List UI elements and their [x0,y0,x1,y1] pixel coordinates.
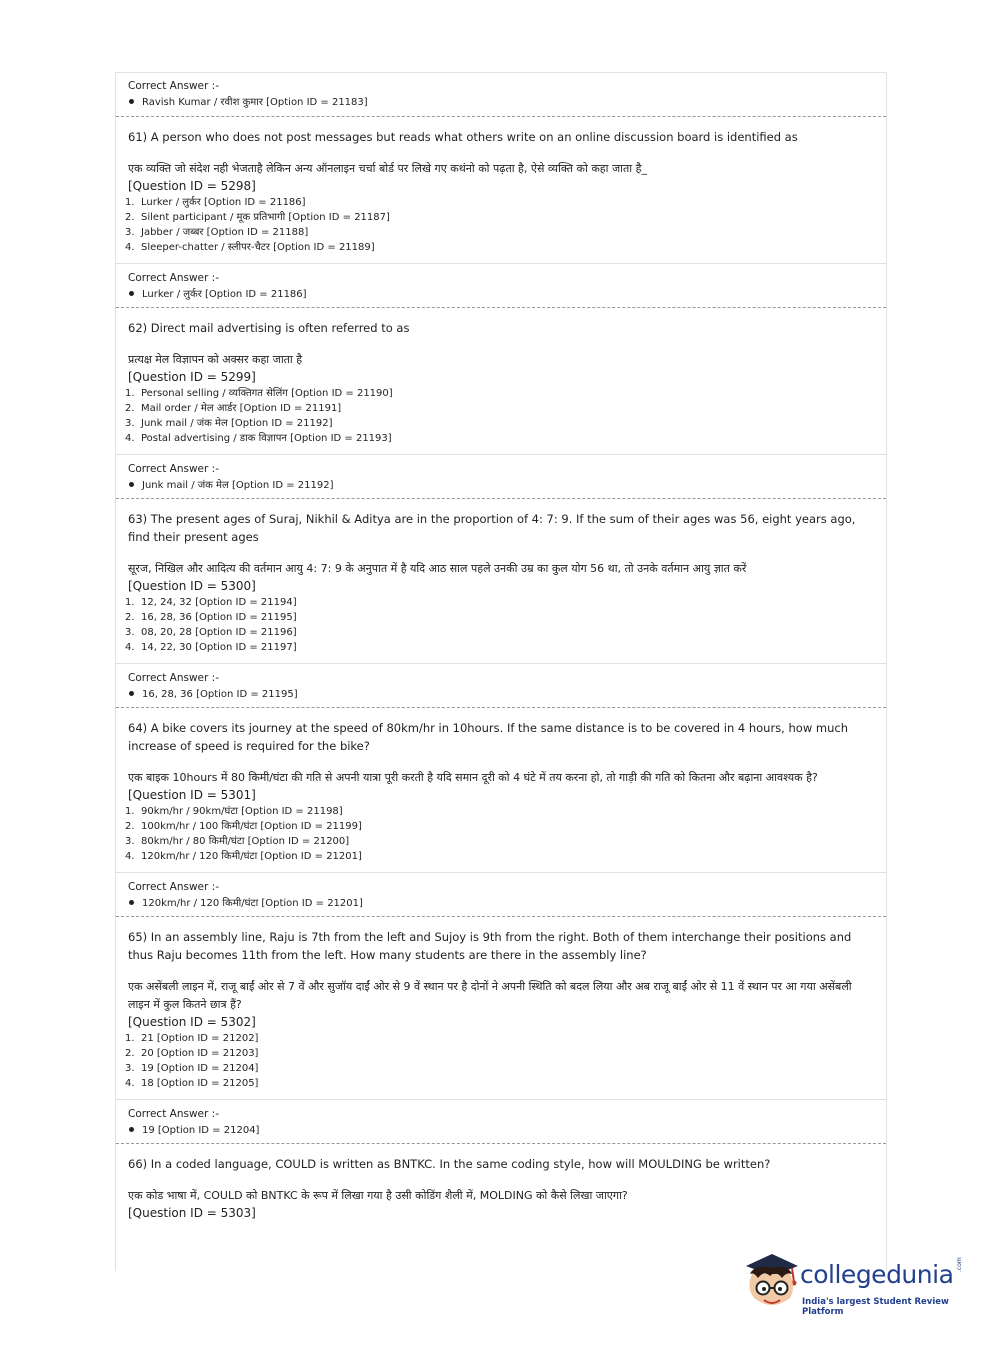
question-text-en: 61) A person who does not post messages but reads what others write on an online discussion board is identified as [128,130,798,144]
question-66 [116,1144,886,1230]
question-text-en: 66) In a coded language, COULD is written as BNTKC. In the same coding style, how will MOULDING be written? [128,1157,771,1171]
question-text-hi: एक कोड भाषा में, COULD को BNTKC के रूप में लिखा गया है उसी कोडिंग शैली में, MOLDING को कैसे लिखा जाएगा? [128,1189,628,1202]
document-page [115,72,887,1271]
brand-dotcom: .com [956,1257,963,1272]
mascot-icon [742,1252,802,1314]
correct-answer-value: Ravish Kumar / रवीश कुमार [Option ID = 21183] [128,94,874,111]
option-item: 4. Sleeper-chatter / स्लीपर-चैटर [Option ID = 21189] [125,242,375,253]
option-list [125,595,874,655]
option-list [125,804,874,864]
bullet-icon [129,482,134,487]
question-id: [Question ID = 5299] [128,370,256,384]
option-item: 1. Lurker / लुर्कर [Option ID = 21186] [125,197,306,208]
option-item: 1. 12, 24, 32 [Option ID = 21194] [125,597,297,608]
option-item: 4. 14, 22, 30 [Option ID = 21197] [125,642,297,653]
question-text-hi: एक असेंबली लाइन में, राजू बाईं ओर से 7 वें और सुजॉय दाईं ओर से 9 वें स्थान पर है दोनों ने अपनी स्थिति को बदल लिया और अब राजू बाईं ओर से 11 वें स्थान पर आ गया असेंबली लाइन में कुल कितने छात्र हैं? [128,980,852,1011]
correct-answer-value: 16, 28, 36 [Option ID = 21195] [128,686,874,703]
bullet-icon [129,691,134,696]
question-id: [Question ID = 5301] [128,788,256,802]
bullet-icon [129,1127,134,1132]
question-64 [116,708,886,873]
answer-block-63 [116,664,886,708]
question-id: [Question ID = 5302] [128,1015,256,1029]
option-item: 1. 21 [Option ID = 21202] [125,1033,259,1044]
option-list [125,1031,874,1091]
correct-answer-label: Correct Answer :- [128,80,219,92]
question-text-hi: एक बाइक 10hours में 80 किमी/घंटा की गति से अपनी यात्रा पूरी करती है यदि समान दूरी को 4 घंटे में तय करना हो, तो गाड़ी की गति को कितना और बढ़ाना आवश्यक है? [128,771,818,784]
option-item: 4. Postal advertising / डाक विज्ञापन [Option ID = 21193] [125,433,392,444]
correct-answer-value: 19 [Option ID = 21204] [128,1122,874,1139]
collegedunia-logo [742,1250,972,1316]
option-item: 4. 18 [Option ID = 21205] [125,1078,259,1089]
question-id: [Question ID = 5298] [128,179,256,193]
answer-block-65 [116,1100,886,1144]
correct-answer-label: Correct Answer :- [128,881,219,893]
correct-answer-label: Correct Answer :- [128,1108,219,1120]
answer-block-64 [116,873,886,917]
option-item: 2. 100km/hr / 100 किमी/घंटा [Option ID = 21199] [125,821,362,832]
question-text-en: 63) The present ages of Suraj, Nikhil & Aditya are in the proportion of 4: 7: 9. If the sum of their ages was 56, eight years ago, find their present ages [128,512,856,544]
question-id: [Question ID = 5300] [128,579,256,593]
option-item: 2. Mail order / मेल आर्डर [Option ID = 21191] [125,403,342,414]
question-62 [116,308,886,455]
question-61 [116,117,886,264]
brand-tagline: India's largest Student Review Platform [802,1297,949,1317]
question-id: [Question ID = 5303] [128,1206,256,1220]
answer-block-61 [116,264,886,308]
option-item: 4. 120km/hr / 120 किमी/घंटा [Option ID = 21201] [125,851,362,862]
answer-block-62 [116,455,886,499]
option-item: 2. Silent participant / मूक प्रतिभागी [Option ID = 21187] [125,212,390,223]
option-item: 3. 80km/hr / 80 किमी/घंटा [Option ID = 21200] [125,836,350,847]
brand-name: collegedunia [800,1260,954,1289]
question-65 [116,917,886,1100]
question-text-hi: प्रत्यक्ष मेल विज्ञापन को अक्सर कहा जाता है [128,353,303,366]
option-item: 3. Junk mail / जंक मेल [Option ID = 21192] [125,418,333,429]
question-text-hi: सूरज, निखिल और आदित्य की वर्तमान आयु 4: 7: 9 के अनुपात में है यदि आठ साल पहले उनकी उम्र का कुल योग 56 था, तो उनके वर्तमान आयु ज्ञात करें [128,562,747,575]
correct-answer-value: Lurker / लुर्कर [Option ID = 21186] [128,286,874,303]
bullet-icon [129,291,134,296]
question-text-en: 65) In an assembly line, Raju is 7th from the left and Sujoy is 9th from the right. Both of them interchange their positions and thus Raju becomes 11th from the left. How many students are there in the assembly line? [128,930,852,962]
option-list [125,195,874,255]
correct-answer-value: 120km/hr / 120 किमी/घंटा [Option ID = 21201] [128,895,874,912]
correct-answer-label: Correct Answer :- [128,463,219,475]
bullet-icon [129,900,134,905]
option-item: 1. Personal selling / व्यक्तिगत सेलिंग [Option ID = 21190] [125,388,393,399]
option-list [125,386,874,446]
option-item: 2. 20 [Option ID = 21203] [125,1048,259,1059]
question-63 [116,499,886,664]
answer-block-60 [116,73,886,117]
bullet-icon [129,99,134,104]
option-item: 1. 90km/hr / 90km/घंटा [Option ID = 21198] [125,806,343,817]
question-text-en: 64) A bike covers its journey at the speed of 80km/hr in 10hours. If the same distance is to be covered in 4 hours, how much increase of speed is required for the bike? [128,721,848,753]
option-item: 2. 16, 28, 36 [Option ID = 21195] [125,612,297,623]
option-item: 3. Jabber / जब्बर [Option ID = 21188] [125,227,309,238]
correct-answer-label: Correct Answer :- [128,272,219,284]
question-text-en: 62) Direct mail advertising is often referred to as [128,321,410,335]
option-item: 3. 08, 20, 28 [Option ID = 21196] [125,627,297,638]
correct-answer-label: Correct Answer :- [128,672,219,684]
correct-answer-value: Junk mail / जंक मेल [Option ID = 21192] [128,477,874,494]
option-item: 3. 19 [Option ID = 21204] [125,1063,259,1074]
question-text-hi: एक व्यक्ति जो संदेश नही भेजताहै लेकिन अन्य ऑनलाइन चर्चा बोर्ड पर लिखे गए कथंनो को पढ़ता है, ऐसे व्यक्ति को कहा जाता है_ [128,162,647,175]
